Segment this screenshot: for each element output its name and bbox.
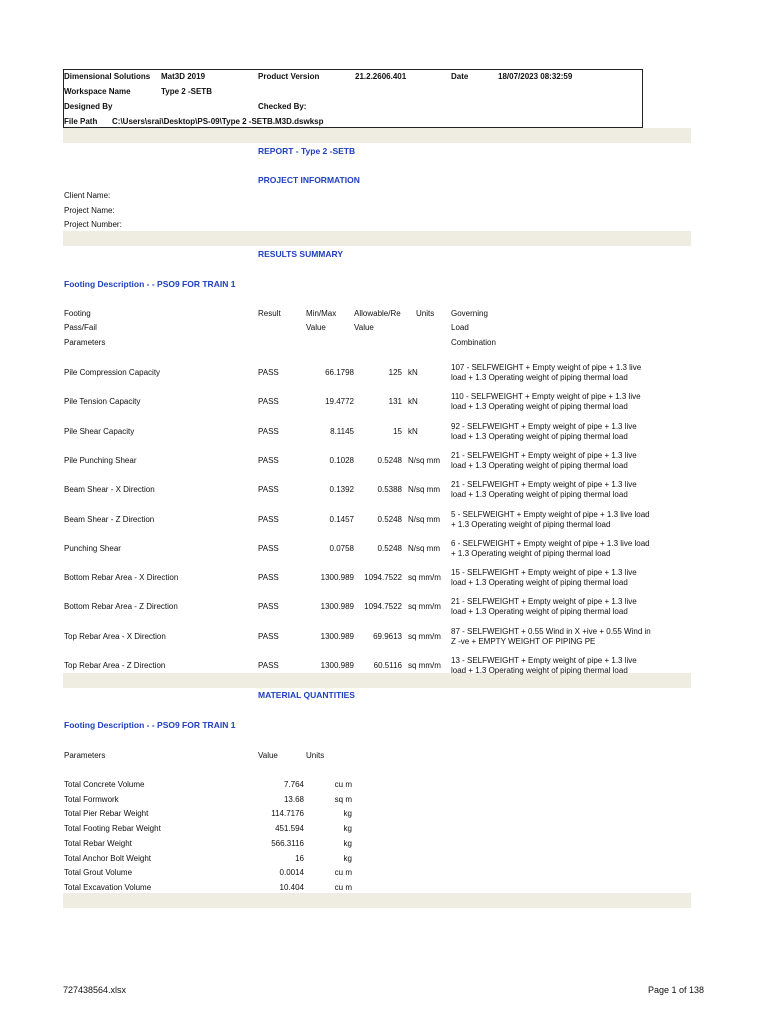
material-parameter: Total Anchor Bolt Weight [64, 854, 152, 863]
material-value: 566.3116 [271, 839, 304, 848]
result-governing-load: 15 - SELFWEIGHT + Empty weight of pipe + 1.3 live load + 1.3 Operating weight of piping thermal load [451, 568, 637, 587]
client-name-label: Client Name: [64, 191, 111, 200]
col-header-minmax-value: Value [306, 323, 326, 332]
result-parameter: Pile Tension Capacity [64, 397, 141, 406]
result-allowable: 131 [388, 397, 402, 406]
material-value: 16 [295, 854, 304, 863]
result-units: N/sq mm [408, 456, 440, 465]
result-value: 1300.989 [320, 573, 354, 582]
result-status: PASS [258, 485, 279, 494]
result-governing-load: 21 - SELFWEIGHT + Empty weight of pipe + 1.3 live load + 1.3 Operating weight of piping thermal load [451, 480, 637, 499]
result-governing-load: 92 - SELFWEIGHT + Empty weight of pipe + 1.3 live load + 1.3 Operating weight of piping thermal load [451, 422, 637, 441]
col-header-passfail: Pass/Fail [64, 323, 97, 332]
material-col-units: Units [306, 751, 325, 760]
project-name-label: Project Name: [64, 206, 115, 215]
result-parameter: Punching Shear [64, 544, 121, 553]
material-value: 7.764 [283, 780, 304, 789]
result-governing-load: 13 - SELFWEIGHT + Empty weight of pipe + 1.3 live load + 1.3 Operating weight of piping thermal load [451, 656, 637, 675]
material-parameter: Total Concrete Volume [64, 780, 145, 789]
result-units: sq mm/m [408, 661, 441, 670]
col-header-load: Load [451, 323, 469, 332]
col-header-result: Result [258, 309, 281, 318]
material-value: 114.7176 [271, 809, 304, 818]
material-parameter: Total Grout Volume [64, 868, 133, 877]
result-status: PASS [258, 368, 279, 377]
result-allowable: 15 [393, 427, 402, 436]
col-header-allowable: Allowable/Re [354, 309, 401, 318]
result-allowable: 1094.7522 [364, 573, 402, 582]
date-value: 18/07/2023 08:32:59 [498, 72, 573, 81]
product-version-label: Product Version [258, 72, 320, 81]
col-header-units: Units [416, 309, 435, 318]
result-governing-load: 107 - SELFWEIGHT + Empty weight of pipe + 1.3 live load + 1.3 Operating weight of piping thermal load [451, 363, 642, 382]
col-header-minmax: Min/Max [306, 309, 337, 318]
result-status: PASS [258, 544, 279, 553]
material-col-value: Value [258, 751, 278, 760]
material-units: cu m [334, 868, 352, 877]
result-parameter: Pile Shear Capacity [64, 427, 135, 436]
result-status: PASS [258, 456, 279, 465]
result-value: 1300.989 [320, 661, 354, 670]
results-summary-heading: RESULTS SUMMARY [258, 249, 343, 259]
date-label: Date [451, 72, 469, 81]
col-header-footing: Footing [64, 309, 91, 318]
separator-band [63, 893, 691, 908]
material-parameter: Total Excavation Volume [64, 883, 152, 892]
result-allowable: 60.5116 [373, 661, 402, 670]
material-units: cu m [334, 883, 352, 892]
result-units: sq mm/m [408, 573, 441, 582]
result-allowable: 1094.7522 [364, 602, 402, 611]
result-governing-load: 87 - SELFWEIGHT + 0.55 Wind in X +ive + 0.55 Wind in Z -ve + EMPTY WEIGHT OF PIPING PE [451, 627, 651, 646]
result-value: 8.1145 [330, 427, 354, 436]
material-units: cu m [334, 780, 352, 789]
separator-band [63, 128, 691, 143]
result-value: 19.4772 [325, 397, 354, 406]
result-allowable: 0.5388 [377, 485, 402, 494]
result-units: sq mm/m [408, 602, 441, 611]
result-units: kN [408, 427, 418, 436]
result-status: PASS [258, 515, 279, 524]
material-units: kg [343, 854, 352, 863]
result-allowable: 0.5248 [377, 544, 402, 553]
software-name: Mat3D 2019 [161, 72, 206, 81]
result-parameter: Beam Shear - X Direction [64, 485, 155, 494]
result-units: kN [408, 368, 418, 377]
company-name: Dimensional Solutions [64, 72, 151, 81]
result-value: 0.1392 [329, 485, 354, 494]
workspace-name: Type 2 -SETB [161, 87, 212, 96]
footing-description: Footing Description - - PSO9 FOR TRAIN 1 [64, 279, 236, 289]
result-parameter: Pile Compression Capacity [64, 368, 161, 377]
result-value: 0.1457 [329, 515, 354, 524]
result-status: PASS [258, 427, 279, 436]
result-governing-load: 21 - SELFWEIGHT + Empty weight of pipe + 1.3 live load + 1.3 Operating weight of piping thermal load [451, 597, 637, 616]
material-units: sq m [334, 795, 352, 804]
material-quantities-heading: MATERIAL QUANTITIES [258, 690, 355, 700]
result-units: sq mm/m [408, 632, 441, 641]
material-value: 0.0014 [279, 868, 304, 877]
material-parameter: Total Pier Rebar Weight [64, 809, 149, 818]
result-units: kN [408, 397, 418, 406]
file-path-label: File Path [64, 117, 98, 126]
result-parameter: Bottom Rebar Area - X Direction [64, 573, 179, 582]
result-value: 0.0758 [329, 544, 354, 553]
result-governing-load: 5 - SELFWEIGHT + Empty weight of pipe + 1.3 live load + 1.3 Operating weight of piping thermal load [451, 510, 650, 529]
col-header-governing: Governing [451, 309, 488, 318]
project-info-heading: PROJECT INFORMATION [258, 175, 360, 185]
separator-band [63, 231, 691, 246]
result-allowable: 69.9613 [373, 632, 402, 641]
result-governing-load: 110 - SELFWEIGHT + Empty weight of pipe + 1.3 live load + 1.3 Operating weight of piping thermal load [451, 392, 641, 411]
material-col-parameters: Parameters [64, 751, 106, 760]
col-header-parameters: Parameters [64, 338, 106, 347]
material-value: 13.68 [283, 795, 304, 804]
checked-by-label: Checked By: [258, 102, 307, 111]
designed-by-label: Designed By [64, 102, 113, 111]
result-units: N/sq mm [408, 544, 440, 553]
col-header-allowable-value: Value [354, 323, 374, 332]
result-allowable: 125 [388, 368, 402, 377]
workspace-label: Workspace Name [64, 87, 131, 96]
col-header-combination: Combination [451, 338, 496, 347]
material-units: kg [343, 824, 352, 833]
result-value: 66.1798 [325, 368, 354, 377]
material-parameter: Total Formwork [64, 795, 119, 804]
product-version: 21.2.2606.401 [355, 72, 407, 81]
file-path: C:\Users\srai\Desktop\PS-09\Type 2 -SETB.M3D.dswksp [112, 117, 324, 126]
material-value: 10.404 [279, 883, 304, 892]
result-value: 1300.989 [320, 602, 354, 611]
result-status: PASS [258, 661, 279, 670]
separator-band [63, 673, 691, 688]
material-footing-description: Footing Description - - PSO9 FOR TRAIN 1 [64, 720, 236, 730]
result-status: PASS [258, 632, 279, 641]
material-parameter: Total Rebar Weight [64, 839, 132, 848]
report-title: REPORT - Type 2 -SETB [258, 146, 356, 156]
result-value: 0.1028 [329, 456, 354, 465]
result-status: PASS [258, 397, 279, 406]
result-status: PASS [258, 573, 279, 582]
footer-page-number: Page 1 of 138 [647, 985, 704, 995]
result-governing-load: 6 - SELFWEIGHT + Empty weight of pipe + 1.3 live load + 1.3 Operating weight of piping thermal load [451, 539, 650, 558]
result-status: PASS [258, 602, 279, 611]
result-value: 1300.989 [320, 632, 354, 641]
result-allowable: 0.5248 [377, 456, 402, 465]
result-allowable: 0.5248 [377, 515, 402, 524]
result-parameter: Pile Punching Shear [64, 456, 137, 465]
result-parameter: Top Rebar Area - X Direction [64, 632, 166, 641]
material-parameter: Total Footing Rebar Weight [64, 824, 161, 833]
result-parameter: Bottom Rebar Area - Z Direction [64, 602, 178, 611]
result-parameter: Top Rebar Area - Z Direction [64, 661, 166, 670]
result-parameter: Beam Shear - Z Direction [64, 515, 155, 524]
material-units: kg [343, 809, 352, 818]
footer-filename: 727438564.xlsx [63, 985, 127, 995]
result-units: N/sq mm [408, 515, 440, 524]
result-governing-load: 21 - SELFWEIGHT + Empty weight of pipe + 1.3 live load + 1.3 Operating weight of piping thermal load [451, 451, 637, 470]
material-units: kg [343, 839, 352, 848]
project-number-label: Project Number: [64, 220, 122, 229]
material-value: 451.594 [275, 824, 304, 833]
result-units: N/sq mm [408, 485, 440, 494]
